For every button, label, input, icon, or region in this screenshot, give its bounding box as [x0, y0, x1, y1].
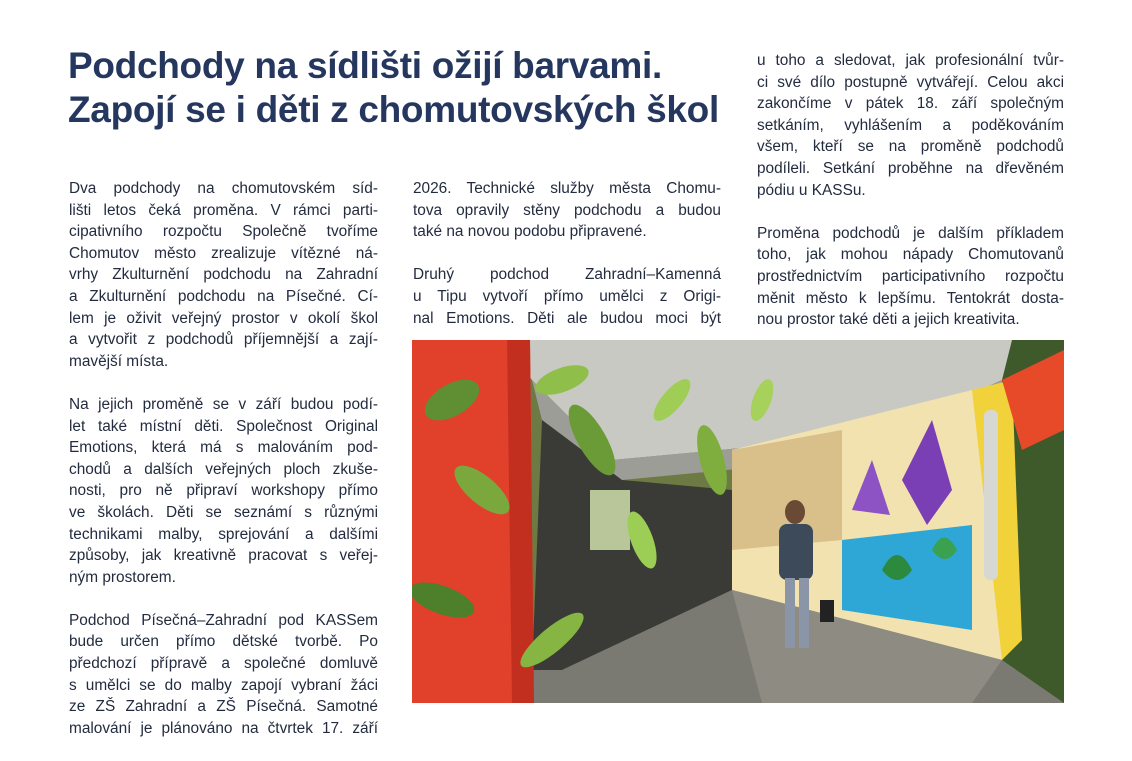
text-line: také na novou podobu připravené.	[413, 223, 647, 241]
paragraph	[413, 178, 721, 243]
text-line: Podchod Písečná–Zahradní pod KASSem	[69, 611, 378, 629]
text-line: předchozí přípravě a společné domluvě	[69, 655, 378, 673]
paragraph	[757, 50, 1064, 201]
title-line-1: Podchody na sídlišti ožijí barvami.	[68, 45, 662, 86]
text-line: toho, jak mohou nápady Chomutovanů	[757, 246, 1064, 264]
text-line: 2026. Technické služby města Chomu-	[413, 180, 721, 197]
text-line: Na jejich proměně se v září budou podí-	[69, 395, 378, 413]
text-line: u toho a sledovat, jak profesionální tvůr-	[757, 52, 1064, 69]
text-line: ze ZŠ Zahradní a ZŠ Písečná. Samotné	[69, 698, 378, 716]
text-line: setkáním, vyhlášením a poděkováním	[757, 116, 1064, 134]
text-line: lem je oživit veřejný prostor v okolí škol	[69, 309, 378, 327]
text-line: u Tipu vytvoří přímo umělci z Origi-	[413, 287, 721, 305]
text-line: nou prostor také děti a jejich kreativita.	[757, 311, 1020, 329]
article-title	[68, 44, 728, 132]
text-line: pódiu u KASSu.	[757, 181, 866, 199]
paragraph	[69, 610, 378, 740]
text-line: cipativního rozpočtu Společně tvoříme	[69, 223, 378, 241]
text-line: zakončíme v pátek 18. září společným	[757, 95, 1064, 113]
text-line: Proměna podchodů je dalším příkladem	[757, 224, 1064, 242]
text-line: lišti letos čeká proměna. V rámci parti-	[69, 201, 378, 219]
text-line: ve školách. Děti se seznámí s různými	[69, 503, 378, 521]
text-line: Dva podchody na chomutovském síd-	[69, 180, 378, 197]
paragraph	[69, 394, 378, 588]
text-line: bude určen přímo dětské tvorbě. Po	[69, 633, 378, 651]
text-line: let také místní děti. Společnost Original	[69, 417, 378, 435]
text-line: všem, kteří se na proměně podchodů	[757, 138, 1064, 156]
text-line: tova opravily stěny podchodu a budou	[413, 201, 721, 219]
text-line: a vytvořit z podchodů příjemnější a zají-	[69, 331, 378, 349]
text-line: způsoby, jak kreativně pracovat s veřej-	[69, 547, 378, 565]
text-line: mavější místa.	[69, 352, 169, 370]
text-column-3	[757, 50, 1064, 352]
paragraph	[69, 178, 378, 372]
text-line: s umělci se do malby zapojí vybraní žáci	[69, 676, 378, 694]
text-column-2	[413, 178, 721, 351]
text-line: Druhý podchod Zahradní–Kamenná	[413, 266, 721, 284]
text-line: prostřednictvím participativního rozpočtu	[757, 267, 1064, 285]
text-column-1	[69, 178, 378, 761]
text-line: Emotions, která má s malováním pod-	[69, 439, 378, 457]
text-line: malování je plánováno na čtvrtek 17. září	[69, 719, 378, 737]
text-line: nosti, pro ně připraví workshopy přímo	[69, 482, 378, 500]
text-line: technikami malby, sprejování a dalšími	[69, 525, 378, 543]
text-line: Chomutov město zrealizuje vítězné ná-	[69, 244, 378, 262]
text-line: ným prostorem.	[69, 568, 176, 586]
text-line: měnit město k lepšímu. Tentokrát dosta-	[757, 289, 1064, 307]
text-line: podíleli. Setkání proběhne na dřevěném	[757, 159, 1064, 177]
text-line: nal Emotions. Děti ale budou moci být	[413, 309, 721, 327]
text-line: ci své dílo postupně vytvářejí. Celou akci	[757, 73, 1064, 91]
underpass-mural-photo	[412, 340, 1064, 703]
text-line: chodů a dalších veřejných ploch zkuše-	[69, 460, 378, 478]
title-line-2: Zapojí se i děti z chomutovských škol	[68, 89, 719, 130]
paragraph	[757, 223, 1064, 331]
text-line: vrhy Zkulturnění podchodu na Zahradní	[69, 266, 378, 284]
paragraph	[413, 264, 721, 329]
text-line: a Zkulturnění podchodu na Písečné. Cí-	[69, 287, 378, 305]
